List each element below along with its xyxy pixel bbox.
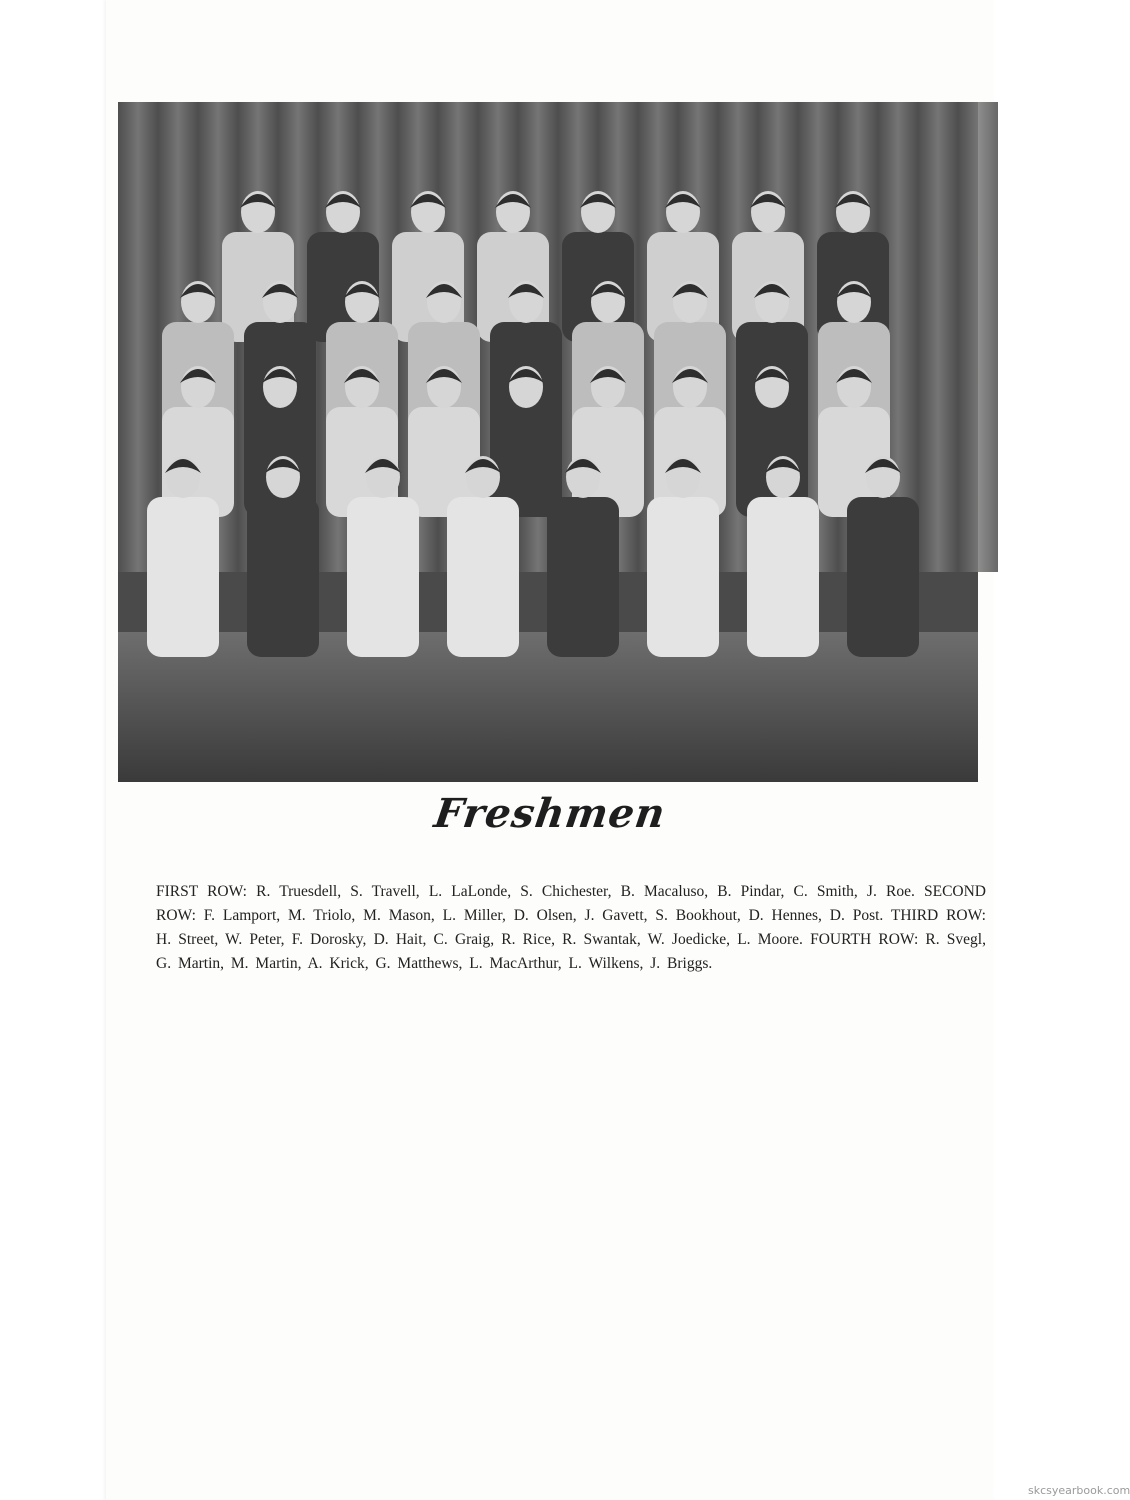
- watermark-text: skcsyearbook.com: [1028, 1484, 1130, 1497]
- class-group-photo: [118, 102, 978, 782]
- photo-caption: FIRST ROW: R. Truesdell, S. Travell, L. LaLonde, S. Chichester, B. Macaluso, B. Pindar, C. Smith, J. Roe. SECOND ROW: F. Lamport, M. Triolo, M. Mason, L. Miller, D. Olsen, J. Gavett, S. Bookhout, D. Hennes, D. Post. THIRD ROW: H. Street, W. Peter, F. Dorosky, D. Hait, C. Graig, R. Rice, R. Swantak, W. Joedicke, L. Moore. FOURTH ROW: R. Svegl, G. Martin, M. Martin, A. Krick, G. Matthews, L. MacArthur, L. Wilkens, J. Briggs.: [156, 883, 986, 972]
- page-heading: Freshmen: [431, 790, 669, 837]
- group-photo-icon: [118, 102, 978, 782]
